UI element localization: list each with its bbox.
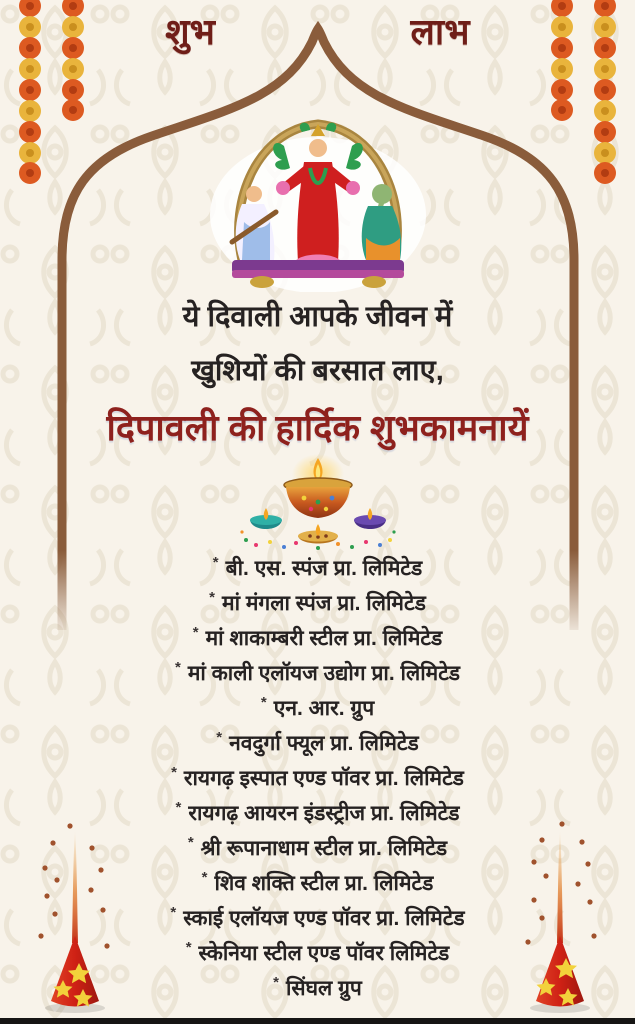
lakshmi-saraswati-ganesha-image (198, 110, 438, 292)
company-list-item (175, 797, 460, 825)
list-bullet: * (216, 729, 223, 746)
company-name: स्केनिया स्टील एण्ड पॉवर लिमिटेड (198, 942, 450, 965)
greeting-line-2: खुशियों की बरसात लाए, (191, 355, 444, 387)
company-list-item (185, 937, 450, 965)
greeting-title: दिपावली की हार्दिक शुभकामनायें (106, 407, 529, 448)
list-bullet: * (209, 589, 216, 606)
company-name: मां शाकाम्बरी स्टील प्रा. लिमिटेड (205, 627, 443, 650)
marigold-garland-right-icon (515, 0, 635, 200)
company-list-item (260, 692, 375, 720)
firecracker-fountain-left-icon (15, 818, 135, 1018)
shubh-label: शुभ (165, 11, 215, 52)
diya-lamps-image (232, 452, 404, 554)
list-bullet: * (260, 694, 267, 711)
company-name: मां काली एलॉयज उद्योग प्रा. लिमिटेड (187, 662, 461, 685)
list-bullet: * (175, 799, 182, 816)
company-name: सिंघल ग्रुप (285, 977, 362, 1000)
list-bullet: * (192, 624, 199, 641)
company-name: मां मंगला स्पंज प्रा. लिमिटेड (222, 592, 426, 615)
company-list-item (201, 867, 434, 895)
list-bullet: * (174, 659, 181, 676)
labh-label: लाभ (410, 11, 470, 52)
list-bullet: * (171, 764, 177, 781)
marigold-garland-left-icon (0, 0, 120, 200)
company-name: शिव शक्ति स्टील प्रा. लिमिटेड (214, 872, 434, 895)
firecracker-fountain-right-icon (500, 818, 620, 1018)
company-name: स्काई एलॉयज एण्ड पॉवर प्रा. लिमिटेड (183, 907, 465, 930)
company-list-item (212, 552, 423, 580)
company-name: एन. आर. ग्रुप (273, 697, 375, 720)
list-bullet: * (170, 904, 177, 921)
company-list-item (216, 727, 419, 755)
list-bullet: * (185, 939, 192, 956)
list-bullet: * (273, 974, 279, 991)
company-list-item (209, 587, 426, 615)
list-bullet: * (201, 869, 208, 886)
company-name: श्री रूपानाधाम स्टील प्रा. लिमिटेड (200, 837, 448, 860)
company-list-item (192, 622, 443, 650)
company-name: बी. एस. स्पंज प्रा. लिमिटेड (225, 557, 423, 580)
bottom-border-bar (0, 1018, 635, 1024)
company-name: नवदुर्गा फ्यूल प्रा. लिमिटेड (229, 732, 419, 755)
greeting-line-1: ये दिवाली आपके जीवन में (182, 301, 453, 333)
company-list-item (174, 657, 461, 685)
company-name: रायगढ़ आयरन इंडस्ट्रीज प्रा. लिमिटेड (188, 802, 460, 825)
company-name: रायगढ़ इस्पात एण्ड पॉवर प्रा. लिमिटेड (183, 767, 464, 790)
list-bullet: * (187, 834, 194, 851)
list-bullet: * (212, 554, 219, 571)
company-list-item (170, 902, 465, 930)
company-list-item (171, 762, 464, 790)
company-list-item (187, 832, 448, 860)
company-list-item (273, 972, 362, 1000)
